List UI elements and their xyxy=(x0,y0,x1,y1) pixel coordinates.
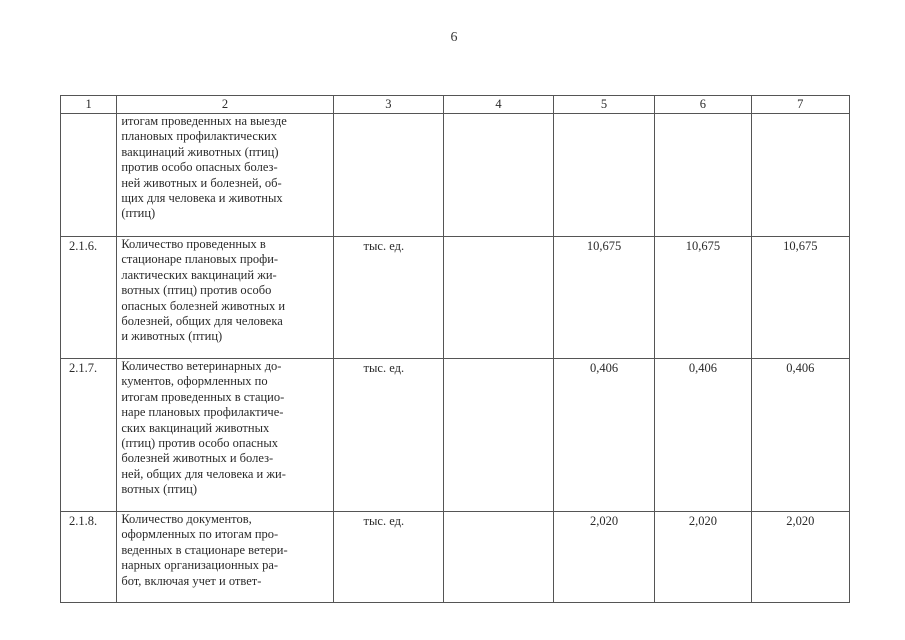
row-unit xyxy=(333,114,444,237)
row-value-col6: 2,020 xyxy=(655,512,751,603)
table-row xyxy=(61,114,850,237)
table-header-row xyxy=(61,96,850,114)
table-row xyxy=(61,512,850,603)
row-number xyxy=(61,114,117,237)
row-number: 2.1.7. xyxy=(61,359,117,512)
row-value-col4 xyxy=(444,114,554,237)
column-header-7: 7 xyxy=(751,96,849,114)
row-value-col5: 10,675 xyxy=(553,237,654,359)
data-table xyxy=(60,95,850,603)
row-number: 2.1.8. xyxy=(61,512,117,603)
row-value-col5 xyxy=(553,114,654,237)
table-row xyxy=(61,237,850,359)
table-row xyxy=(61,359,850,512)
row-value-col5: 2,020 xyxy=(553,512,654,603)
row-value-col4 xyxy=(444,512,554,603)
row-description: итогам проведенных на выезде плановых профилактических вакцинаций животных (птиц) против особо опасных болез- ней животных и болезней, об- щих для человека и животных (птиц) xyxy=(117,114,333,237)
row-unit: тыс. ед. xyxy=(333,237,444,359)
row-description: Количество ветеринарных до- кументов, оформленных по итогам проведенных в стацио- наре плановых профилактиче- ских вакцинаций животных (птиц) против особо опасных болезней животных и болез- ней, общих для человека и жи- вотных (птиц) xyxy=(117,359,333,512)
row-value-col7: 0,406 xyxy=(751,359,849,512)
column-header-6: 6 xyxy=(655,96,751,114)
column-header-2: 2 xyxy=(117,96,333,114)
row-description: Количество проведенных в стационаре плановых профи- лактических вакцинаций жи- вотных (птиц) против особо опасных болезней животных и болезней, общих для человека и животных (птиц) xyxy=(117,237,333,359)
row-unit: тыс. ед. xyxy=(333,512,444,603)
column-header-1: 1 xyxy=(61,96,117,114)
column-header-5: 5 xyxy=(553,96,654,114)
row-value-col7: 2,020 xyxy=(751,512,849,603)
row-value-col5: 0,406 xyxy=(553,359,654,512)
row-value-col4 xyxy=(444,237,554,359)
row-unit: тыс. ед. xyxy=(333,359,444,512)
row-value-col6 xyxy=(655,114,751,237)
row-number: 2.1.6. xyxy=(61,237,117,359)
column-header-3: 3 xyxy=(333,96,444,114)
row-value-col7 xyxy=(751,114,849,237)
row-value-col4 xyxy=(444,359,554,512)
page-number: 6 xyxy=(450,30,458,45)
row-description: Количество документов, оформленных по итогам про- веденных в стационаре ветери- нарных организационных ра- бот, включая учет и ответ- xyxy=(117,512,333,603)
row-value-col7: 10,675 xyxy=(751,237,849,359)
row-value-col6: 10,675 xyxy=(655,237,751,359)
row-value-col6: 0,406 xyxy=(655,359,751,512)
column-header-4: 4 xyxy=(444,96,554,114)
